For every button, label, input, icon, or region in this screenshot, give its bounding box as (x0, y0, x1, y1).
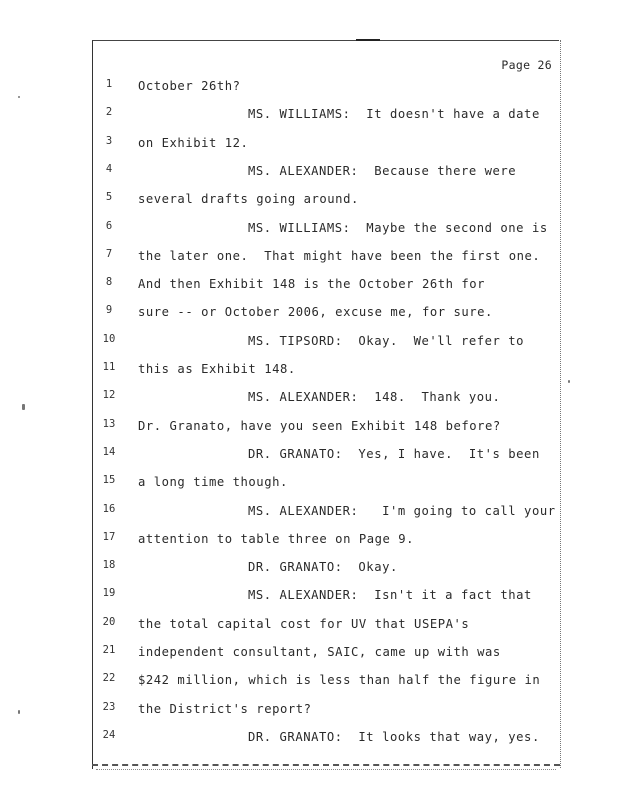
page-number: Page 26 (501, 58, 552, 72)
line-text: MS. ALEXANDER: Isn't it a fact that (248, 588, 532, 603)
line-number: 24 (102, 728, 116, 741)
line-text: DR. GRANATO: Okay. (248, 560, 398, 575)
transcript-line (0, 614, 618, 634)
line-number: 15 (102, 474, 116, 487)
transcript-line (0, 104, 618, 124)
line-text: $242 million, which is less than half the figure in (138, 673, 541, 688)
transcript-line (0, 76, 618, 96)
transcript-line (0, 416, 618, 436)
line-number: 22 (102, 672, 116, 685)
line-text: the District's report? (138, 701, 312, 716)
line-text: MS. ALEXANDER: I'm going to call your (248, 503, 556, 518)
line-number: 9 (105, 304, 113, 317)
line-text: MS. WILLIAMS: It doesn't have a date (248, 107, 540, 122)
line-text: DR. GRANATO: It looks that way, yes. (248, 729, 540, 744)
line-number: 19 (102, 587, 116, 600)
transcript-line (0, 331, 618, 351)
line-number: 6 (105, 219, 113, 232)
line-number: 8 (105, 276, 113, 289)
line-number: 7 (105, 247, 113, 260)
line-number: 12 (102, 389, 116, 402)
line-number: 10 (102, 332, 116, 345)
transcript-line (0, 642, 618, 662)
line-text: And then Exhibit 148 is the October 26th for (138, 277, 486, 292)
line-number: 21 (102, 644, 116, 656)
transcript-line (0, 274, 618, 294)
line-text: the later one. That might have been the first one. (138, 248, 541, 263)
transcript-line (0, 670, 618, 690)
transcript-line (0, 529, 618, 549)
line-text: MS. WILLIAMS: Maybe the second one is (248, 220, 548, 235)
line-number: 23 (102, 700, 116, 713)
line-text: MS. TIPSORD: Okay. We'll refer to (248, 333, 525, 348)
line-number: 14 (102, 445, 116, 458)
line-number: 13 (102, 417, 116, 430)
line-text: attention to table three on Page 9. (138, 531, 415, 546)
scan-speckle (22, 404, 25, 410)
transcript-line (0, 161, 618, 181)
line-text: the total capital cost for UV that USEPA's (138, 616, 470, 631)
page-bottom-edge-shadow (96, 769, 556, 770)
transcript-line (0, 585, 618, 605)
transcript-line (0, 699, 618, 719)
transcript-line (0, 444, 618, 464)
transcript-line (0, 557, 618, 577)
line-number: 18 (102, 559, 116, 572)
line-text: Dr. Granato, have you seen Exhibit 148 before? (138, 418, 501, 433)
line-number: 17 (102, 530, 116, 543)
transcript-line (0, 302, 618, 322)
transcript-line (0, 387, 618, 407)
scan-speckle (18, 710, 20, 714)
line-text: MS. ALEXANDER: 148. Thank you. (248, 390, 501, 405)
transcript-line (0, 246, 618, 266)
line-number: 3 (105, 134, 113, 147)
scan-mark (356, 39, 380, 41)
transcript-line (0, 133, 618, 153)
line-text: a long time though. (138, 475, 288, 490)
transcript-line (0, 218, 618, 238)
line-text: sure -- or October 2006, excuse me, for sure. (138, 305, 493, 320)
line-text: several drafts going around. (138, 192, 359, 207)
page-bottom-edge (92, 764, 560, 766)
transcript-line (0, 501, 618, 521)
line-text: independent consultant, SAIC, came up with was (138, 645, 501, 659)
line-number: 2 (105, 106, 113, 119)
line-text: this as Exhibit 148. (138, 362, 296, 376)
transcript-line (0, 472, 618, 492)
transcript-line (0, 359, 618, 379)
line-text: DR. GRANATO: Yes, I have. It's been (248, 446, 540, 461)
line-text: October 26th? (138, 79, 241, 93)
line-number: 20 (102, 615, 116, 628)
line-number: 5 (105, 191, 113, 204)
line-text: MS. ALEXANDER: Because there were (248, 163, 517, 178)
line-number: 16 (102, 502, 116, 515)
transcript-line (0, 727, 618, 747)
line-text: on Exhibit 12. (138, 135, 249, 150)
line-number: 4 (105, 162, 113, 175)
line-number: 11 (102, 361, 116, 373)
scan-speckle (18, 96, 20, 98)
transcript-line (0, 189, 618, 209)
line-number: 1 (105, 78, 113, 90)
scan-speckle (568, 380, 570, 383)
